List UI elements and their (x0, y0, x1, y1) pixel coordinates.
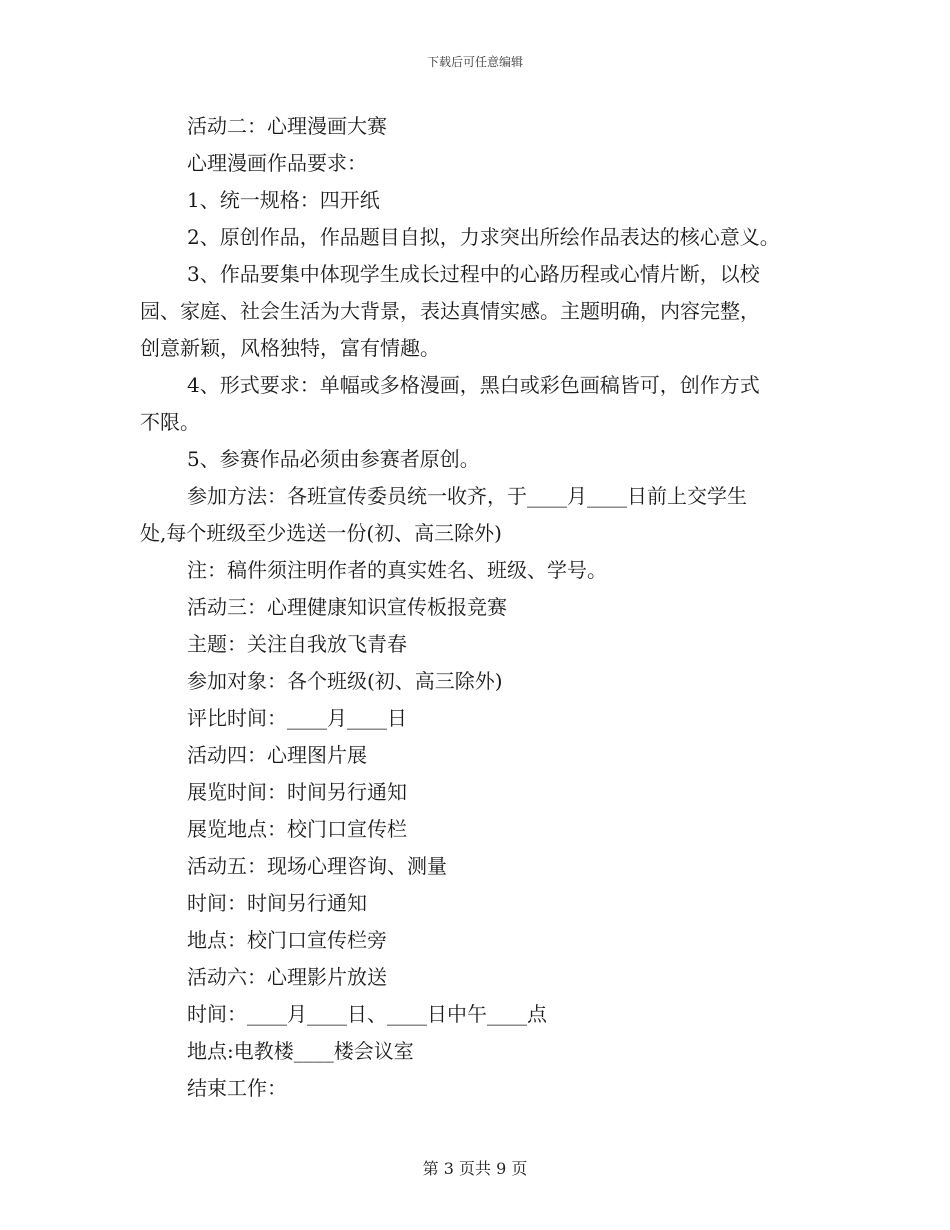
requirement-1: 1、统一规格：四开纸 (187, 188, 380, 212)
note-line: 注：稿件须注明作者的真实姓名、班级、学号。 (187, 558, 607, 582)
activity-5-time: 时间：时间另行通知 (187, 891, 367, 915)
participation-method-line-2: 处,每个班级至少选送一份(初、高三除外) (140, 521, 502, 545)
section-title-activity-2: 活动二：心理漫画大赛 (187, 114, 387, 138)
activity-3-theme: 主题：关注自我放飞青春 (187, 632, 407, 656)
closing-work-heading: 结束工作： (187, 1076, 287, 1100)
activity-4-time: 展览时间：时间另行通知 (187, 780, 407, 804)
requirement-3-line-2: 园、家庭、社会生活为大背景，表达真情实感。主题明确，内容完整， (140, 299, 760, 323)
requirement-4-line-2: 不限。 (140, 410, 200, 434)
document-body (140, 108, 820, 1107)
page-footer: 第 3 页共 9 页 (422, 1159, 528, 1178)
requirement-4-line-1: 4、形式要求：单幅或多格漫画，黑白或彩色画稿皆可，创作方式 (187, 373, 760, 397)
activity-3-judging-time: 评比时间：____月____日 (187, 706, 407, 730)
section-title-activity-6: 活动六：心理影片放送 (187, 965, 387, 989)
participation-method-line-1: 参加方法：各班宣传委员统一收齐，于____月____日前上交学生 (187, 484, 747, 508)
activity-3-participants: 参加对象：各个班级(初、高三除外) (187, 669, 503, 693)
requirement-2: 2、原创作品，作品题目自拟，力求突出所绘作品表达的核心意义。 (187, 225, 780, 249)
activity-5-location: 地点：校门口宣传栏旁 (187, 928, 387, 952)
page-header: 下载后可任意编辑 (426, 55, 523, 69)
requirement-3-line-3: 创意新颖，风格独特，富有情趣。 (140, 336, 440, 360)
section-title-activity-3: 活动三：心理健康知识宣传板报竞赛 (187, 595, 507, 619)
requirements-heading: 心理漫画作品要求： (187, 151, 367, 175)
section-title-activity-5: 活动五：现场心理咨询、测量 (187, 854, 447, 878)
requirement-3-line-1: 3、作品要集中体现学生成长过程中的心路历程或心情片断，以校 (187, 262, 760, 286)
activity-6-location: 地点:电教楼____楼会议室 (187, 1039, 414, 1063)
activity-6-time: 时间：____月____日、____日中午____点 (187, 1002, 547, 1026)
section-title-activity-4: 活动四：心理图片展 (187, 743, 367, 767)
activity-4-location: 展览地点：校门口宣传栏 (187, 817, 407, 841)
requirement-5: 5、参赛作品必须由参赛者原创。 (187, 447, 480, 471)
